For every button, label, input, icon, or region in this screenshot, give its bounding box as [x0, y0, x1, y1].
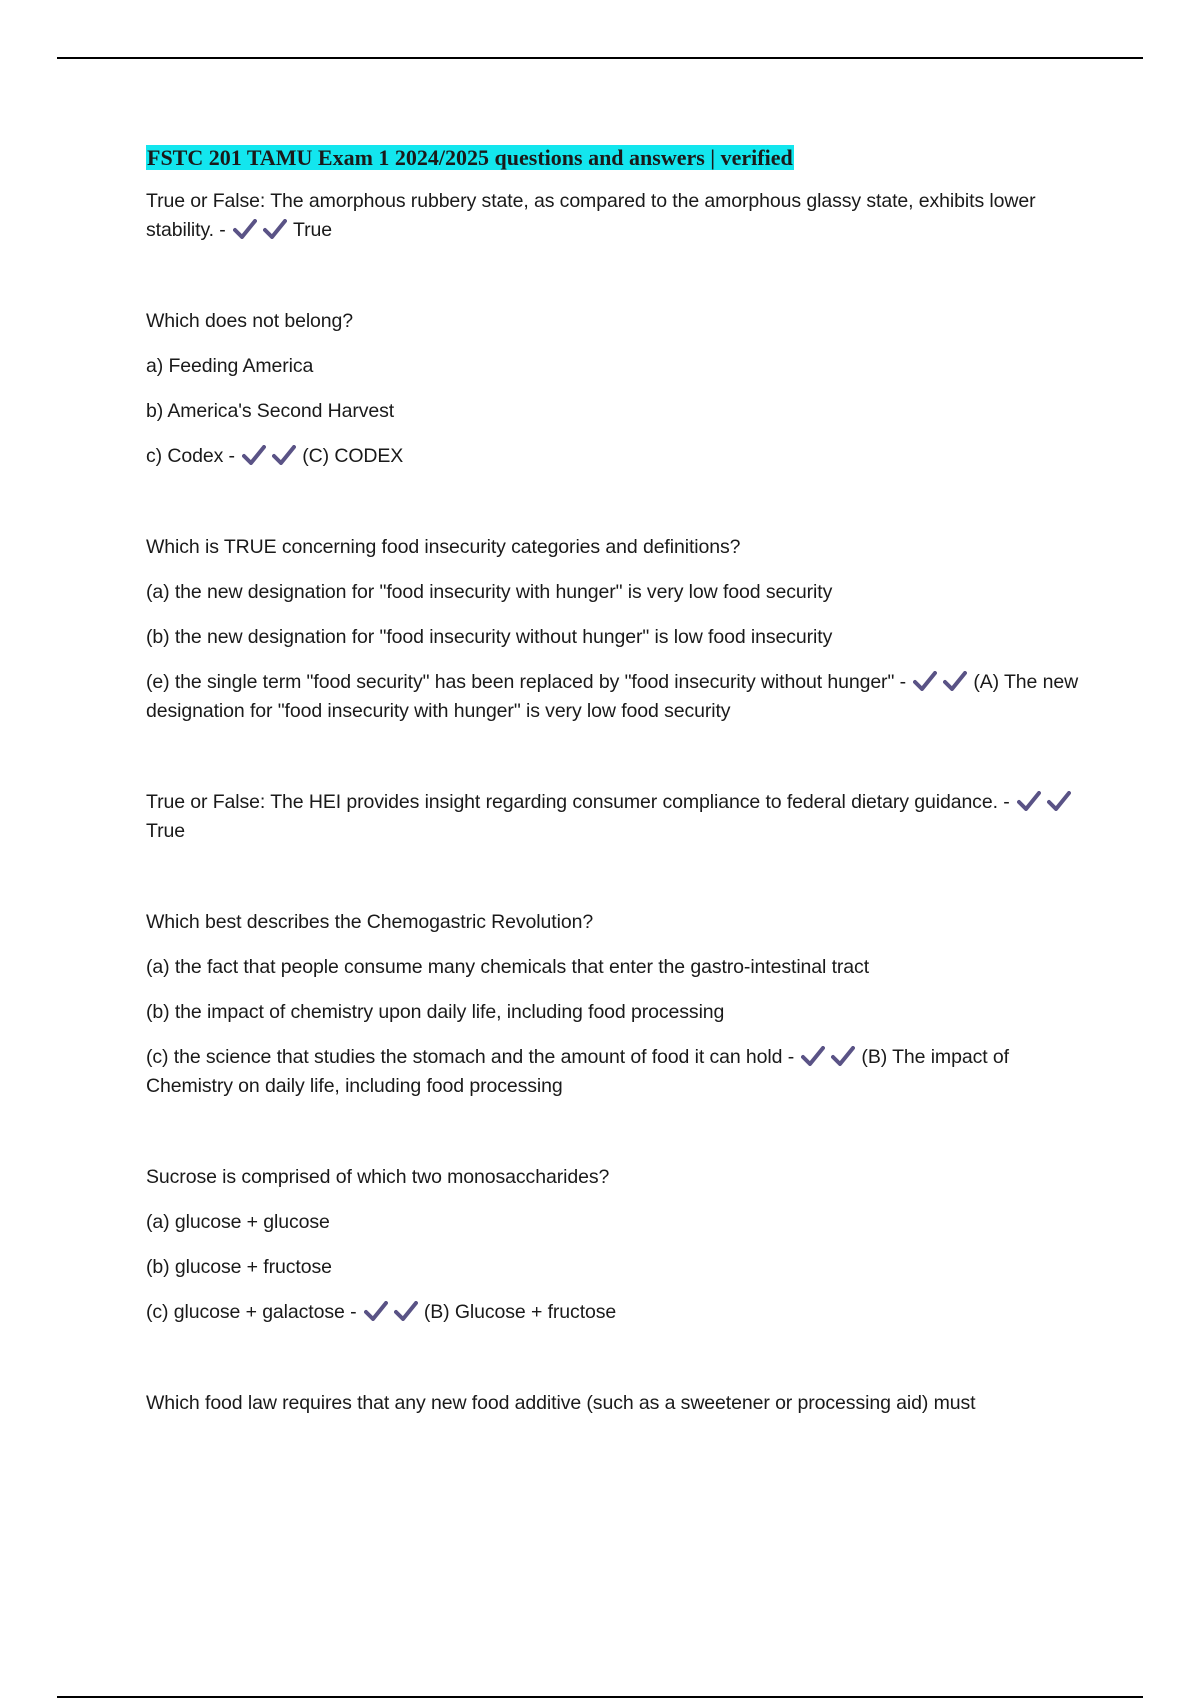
check-icon: [272, 445, 296, 465]
answer-text: (A) The new designation for "food insecurity with hunger" is very low food security: [146, 671, 1079, 722]
check-icon: [831, 1046, 855, 1066]
answer-checkmarks: [1015, 791, 1077, 813]
answer-checkmarks: [231, 219, 293, 241]
answer-text: (C) CODEX: [302, 445, 404, 467]
question-text: True or False: The HEI provides insight regarding consumer compliance to federal dietary guidance. - True: [146, 788, 1086, 846]
option-text: (a) glucose + glucose: [146, 1211, 330, 1233]
check-icon: [1017, 791, 1041, 811]
option-with-answer: (e) the single term "food security" has been replaced by "food insecurity without hunger" - (A) The new designation for "food insecurity with hunger" is very low food security: [146, 671, 1079, 722]
question-block: [146, 788, 1086, 846]
option-text: (a) the fact that people consume many chemicals that enter the gastro-intestinal tract: [146, 956, 870, 978]
document-body: [146, 144, 1086, 1434]
answer-checkmarks: [911, 671, 973, 693]
question-text: Which is TRUE concerning food insecurity categories and definitions?: [146, 536, 741, 558]
answer-checkmarks: [799, 1046, 861, 1068]
option-with-answer: (c) the science that studies the stomach and the amount of food it can hold - (B) The impact of Chemistry on daily life, including food processing: [146, 1046, 1009, 1097]
answer-checkmarks: [362, 1301, 424, 1323]
option-with-answer: c) Codex - (C) CODEX: [146, 445, 404, 467]
option-text: (b) the impact of chemistry upon daily life, including food processing: [146, 1001, 725, 1023]
check-icon: [364, 1301, 388, 1321]
check-icon: [801, 1046, 825, 1066]
question-block: [146, 307, 1086, 471]
document-title: FSTC 201 TAMU Exam 1 2024/2025 questions and answers | verified: [147, 145, 793, 170]
answer-text: True: [146, 820, 185, 842]
answer-text: True: [293, 219, 333, 241]
header-rule: [57, 57, 1143, 59]
question-block: [146, 1163, 1086, 1327]
option-text: (b) the new designation for "food insecurity without hunger" is low food insecurity: [146, 626, 833, 648]
check-icon: [233, 219, 257, 239]
question-text: Sucrose is comprised of which two monosaccharides?: [146, 1166, 610, 1188]
check-icon: [943, 671, 967, 691]
answer-checkmarks: [240, 445, 302, 467]
option-text: a) Feeding America: [146, 355, 314, 377]
check-icon: [242, 445, 266, 465]
check-icon: [263, 219, 287, 239]
question-text: True or False: The amorphous rubbery state, as compared to the amorphous glassy state, exhibits lower stability. - True: [146, 190, 1036, 241]
question-block: [146, 533, 1086, 726]
question-text: Which best describes the Chemogastric Revolution?: [146, 911, 594, 933]
question-block: [146, 187, 1086, 245]
answer-text: (B) The impact of Chemistry on daily life, including food processing: [146, 1046, 1009, 1097]
option-text: (b) glucose + fructose: [146, 1256, 332, 1278]
option-with-answer: (c) glucose + galactose - (B) Glucose + fructose: [146, 1301, 617, 1323]
check-icon: [394, 1301, 418, 1321]
check-icon: [1047, 791, 1071, 811]
option-text: b) America's Second Harvest: [146, 400, 395, 422]
option-text: (a) the new designation for "food insecurity with hunger" is very low food security: [146, 581, 833, 603]
question-text: Which does not belong?: [146, 310, 354, 332]
question-text: Which food law requires that any new food additive (such as a sweetener or processing aid) must: [146, 1392, 976, 1414]
answer-text: (B) Glucose + fructose: [423, 1301, 617, 1323]
question-block: [146, 908, 1086, 1101]
footer-rule: [57, 1696, 1143, 1698]
check-icon: [913, 671, 937, 691]
